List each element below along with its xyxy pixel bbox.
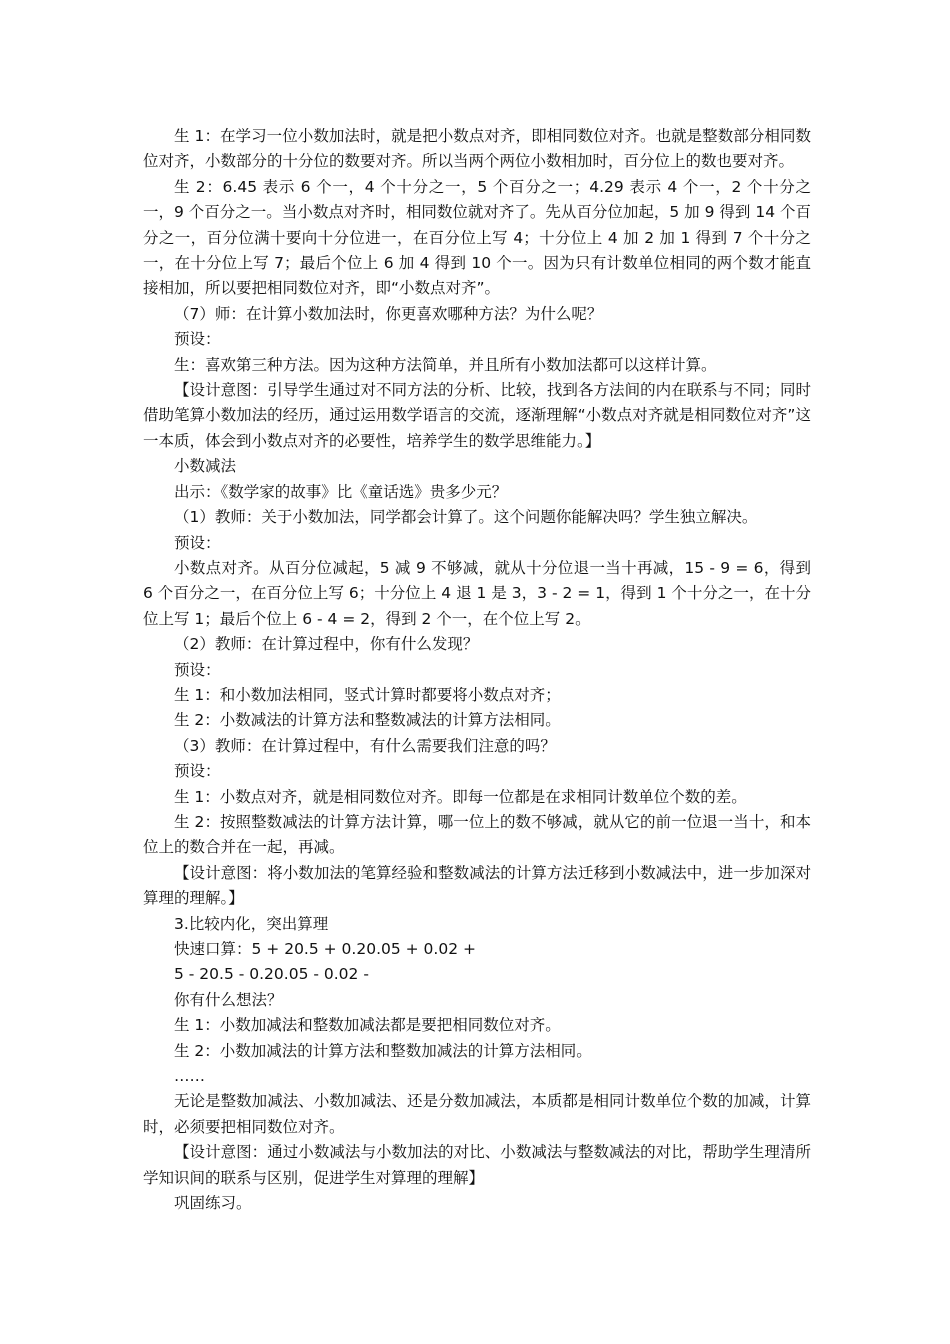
paragraph: （3）教师：在计算过程中，有什么需要我们注意的吗？ bbox=[174, 736, 556, 755]
section-heading: 小数减法 bbox=[174, 457, 237, 476]
paragraph: 生 1：和小数加法相同，竖式计算时都要将小数点对齐； bbox=[174, 685, 561, 704]
design-intent-note: 【设计意图：将小数加法的笔算经验和整数减法的计算方法迁移到小数减法中，进一步加深对算理的理解。】 bbox=[143, 863, 811, 908]
paragraph: 预设： bbox=[174, 330, 221, 349]
paragraph: 无论是整数加减法、小数加减法、还是分数加减法，本质都是相同计数单位个数的加减，计算时，必须要把相同数位对齐。 bbox=[143, 1092, 811, 1136]
paragraph: 小数点对齐。从百分位减起，5 减 9 不够减，就从十分位退一当十再减，15 - 9 = 6，得到 6 个百分之一，在百分位上写 6；十分位上 4 退 1 是 3，3 - 2 = 1，得到 1 个十分之一，在十分位上写 1；最后个位上 6 - 4 = 2，得到 2 个一，在个位上写 2。 bbox=[143, 558, 811, 628]
design-intent-note: 【设计意图：引导学生通过对不同方法的分析、比较，找到各方法间的内在联系与不同；同时借助笔算小数加法的经历，通过运用数学语言的交流，逐渐理解“小数点对齐就是相同数位对齐”这一本质，体会到小数点对齐的必要性，培养学生的数学思维能力。】 bbox=[143, 381, 811, 450]
document-body bbox=[143, 124, 811, 1216]
paragraph: 生 1：小数加减法和整数加减法都是要把相同数位对齐。 bbox=[174, 1016, 561, 1035]
paragraph: 快速口算：5 + 20.5 + 0.20.05 + 0.02 + bbox=[174, 940, 476, 958]
paragraph: 预设： bbox=[174, 533, 221, 552]
paragraph: 生 2：小数加减法的计算方法和整数加减法的计算方法相同。 bbox=[174, 1041, 592, 1060]
section-heading: 3.比较内化，突出算理 bbox=[174, 914, 329, 933]
paragraph: 出示：《数学家的故事》比《童话选》贵多少元？ bbox=[174, 482, 508, 501]
paragraph: 生：喜欢第三种方法。因为这种方法简单，并且所有小数加法都可以这样计算。 bbox=[174, 355, 717, 374]
design-intent-note: 【设计意图：通过小数减法与小数加法的对比、小数减法与整数减法的对比，帮助学生理清所学知识间的联系与区别，促进学生对算理的理解】 bbox=[143, 1143, 811, 1187]
paragraph: 生 1：在学习一位小数加法时，就是把小数点对齐，即相同数位对齐。也就是整数部分相同数位对齐，小数部分的十分位的数要对齐。所以当两个两位小数相加时，百分位上的数也要对齐。 bbox=[143, 127, 811, 171]
paragraph: 生 2：6.45 表示 6 个一，4 个十分之一，5 个百分之一；4.29 表示 4 个一，2 个十分之一，9 个百分之一。当小数点对齐时，相同数位就对齐了。先从百分位加起，5 加 9 得到 14 个百分之一，百分位满十要向十分位进一，在百分位上写 4；十分位上 4 加 2 加 1 得到 7 个十分之一，在十分位上写 7；最后个位上 6 加 4 得到 10 个一。因为只有计数单位相同的两个数才能直接相加，所以要把相同数位对齐，即“小数点对齐”。 bbox=[143, 177, 811, 298]
paragraph: 生 1：小数点对齐，就是相同数位对齐。即每一位都是在求相同计数单位个数的差。 bbox=[174, 787, 747, 806]
paragraph: （2）教师：在计算过程中，你有什么发现？ bbox=[174, 635, 479, 654]
paragraph: 生 2：小数减法的计算方法和整数减法的计算方法相同。 bbox=[174, 711, 561, 730]
paragraph: （7）师：在计算小数加法时，你更喜欢哪种方法？为什么呢？ bbox=[174, 304, 603, 323]
paragraph: …… bbox=[174, 1067, 205, 1086]
paragraph: 5 - 20.5 - 0.20.05 - 0.02 - bbox=[174, 965, 369, 984]
paragraph: （1）教师：关于小数加法，同学都会计算了。这个问题你能解决吗？学生独立解决。 bbox=[174, 508, 758, 527]
paragraph: 预设： bbox=[174, 762, 221, 781]
paragraph: 巩固练习。 bbox=[174, 1194, 252, 1213]
paragraph: 你有什么想法？ bbox=[174, 990, 283, 1009]
paragraph: 预设： bbox=[174, 660, 221, 679]
paragraph: 生 2：按照整数减法的计算方法计算，哪一位上的数不够减，就从它的前一位退一当十，和本位上的数合并在一起，再减。 bbox=[143, 812, 811, 857]
